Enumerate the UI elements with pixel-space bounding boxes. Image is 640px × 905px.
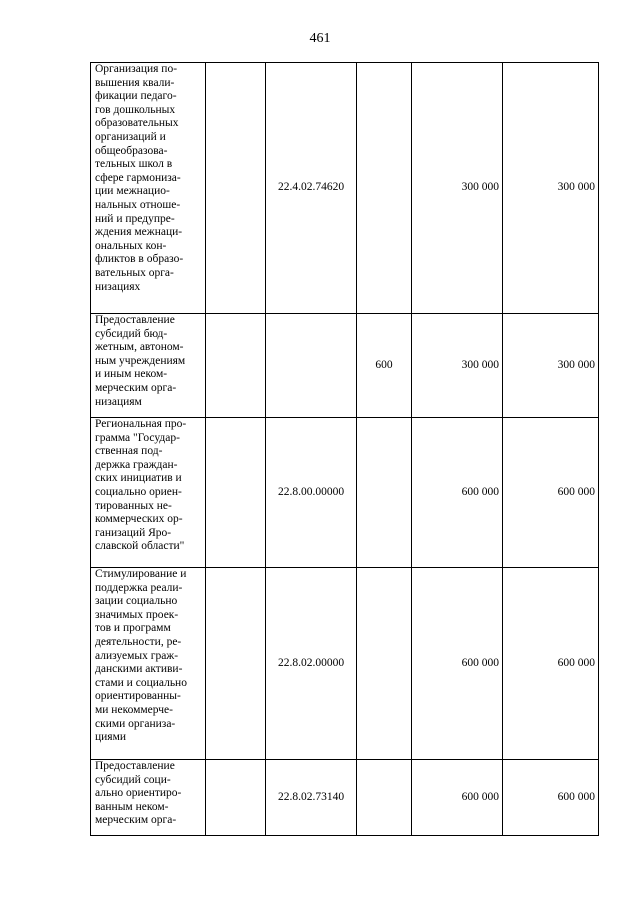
amount-cell-2: 600 000	[503, 568, 599, 760]
table-row	[91, 418, 599, 568]
empty-cell	[206, 63, 266, 314]
expense-type-cell	[357, 760, 412, 836]
page-number: 461	[309, 31, 331, 46]
table-row	[91, 760, 599, 836]
amount-cell-2: 300 000	[503, 314, 599, 418]
table-row	[91, 314, 599, 418]
amount-cell-1: 600 000	[412, 760, 503, 836]
expense-type-cell	[357, 63, 412, 314]
table-row	[91, 63, 599, 314]
target-code-cell	[266, 314, 357, 418]
amount-cell-2: 600 000	[503, 418, 599, 568]
target-code-cell: 22.8.02.73140	[266, 760, 357, 836]
item-name-cell: Предоставление субсидий соци- ально ориентиро- ванным неком- мерческим орга-	[91, 760, 206, 836]
amount-cell-1: 600 000	[412, 568, 503, 760]
empty-cell	[206, 418, 266, 568]
empty-cell	[206, 568, 266, 760]
table-row	[91, 568, 599, 760]
item-name-cell: Предоставление субсидий бюд- жетным, автоном- ным учреждениям и иным неком- мерческим орга- низациям	[91, 314, 206, 418]
amount-cell-2: 300 000	[503, 63, 599, 314]
expense-type-cell	[357, 568, 412, 760]
item-name-cell: Стимулирование и поддержка реали- зации социально значимых проек- тов и программ деятельности, ре- ализуемых граж- данскими активи- стами и социально ориентированны- ми некоммерче- скими организа- циями	[91, 568, 206, 760]
target-code-cell: 22.8.02.00000	[266, 568, 357, 760]
amount-cell-2: 600 000	[503, 760, 599, 836]
target-code-cell: 22.8.00.00000	[266, 418, 357, 568]
empty-cell	[206, 760, 266, 836]
budget-table	[90, 62, 599, 836]
amount-cell-1: 600 000	[412, 418, 503, 568]
expense-type-cell: 600	[357, 314, 412, 418]
empty-cell	[206, 314, 266, 418]
item-name-cell: Организация по- вышения квали- фикации педаго- гов дошкольных образовательных организаций и общеобразова- тельных школ в сфере гармониза- ции межнацио- нальных отноше- ний и предупре- ждения межнаци- ональных кон- фликтов в образо- вательных орга- низациях	[91, 63, 206, 314]
target-code-cell: 22.4.02.74620	[266, 63, 357, 314]
item-name-cell: Региональная про- грамма "Государ- ственная под- держка граждан- ских инициатив и социально ориен- тированных не- коммерческих ор- ганизаций Яро- славской области"	[91, 418, 206, 568]
expense-type-cell	[357, 418, 412, 568]
amount-cell-1: 300 000	[412, 63, 503, 314]
amount-cell-1: 300 000	[412, 314, 503, 418]
